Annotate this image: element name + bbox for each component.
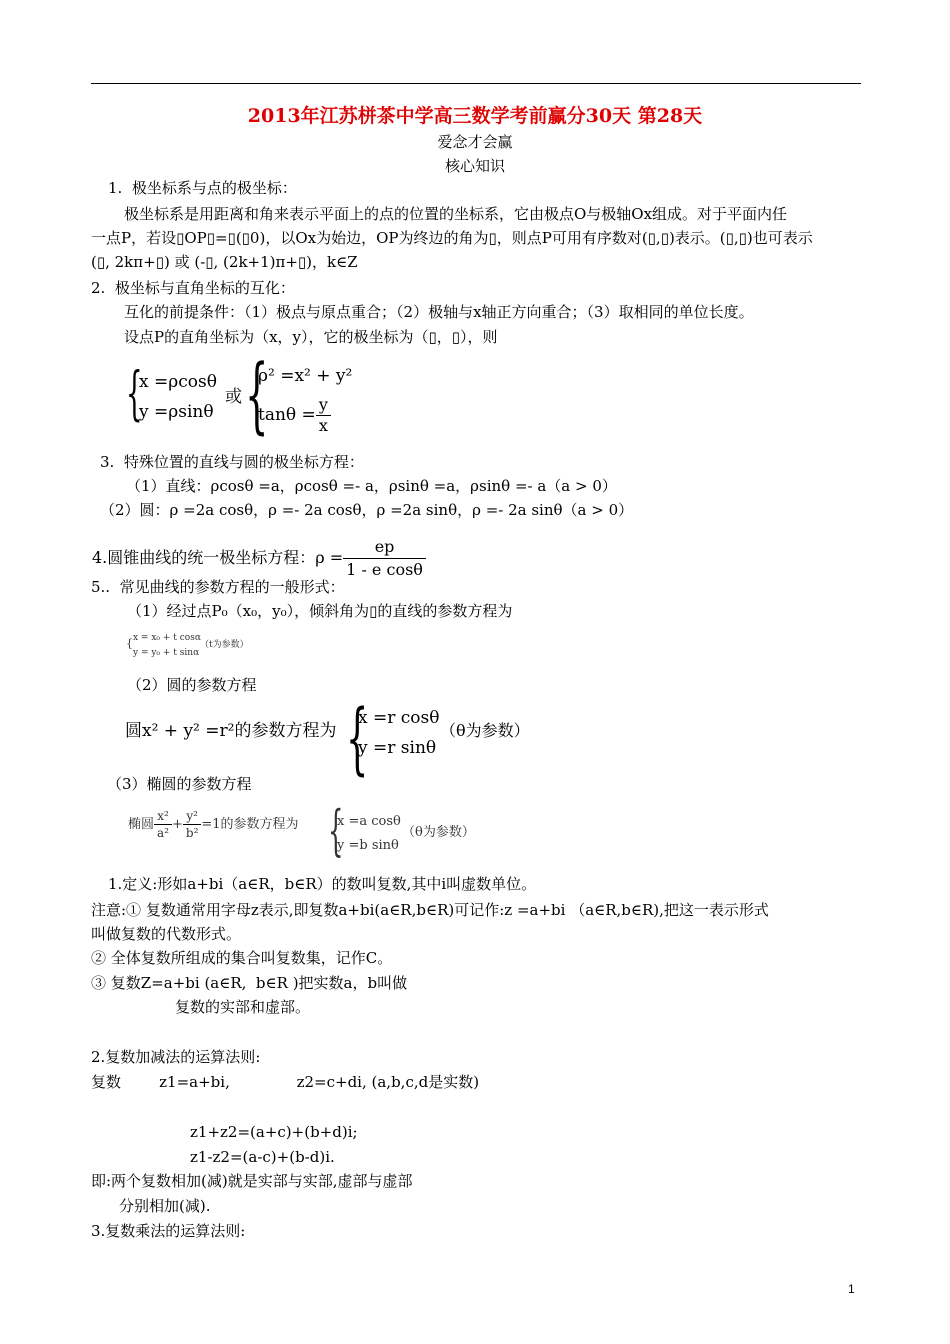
complex-definition-z: 复数 z1=a+bi, z2=c+di, (a,b,c,d是实数) [91, 1073, 480, 1091]
ellipse-param-y: y =b sinθ [337, 838, 399, 853]
ellipse-param-x: x =a cosθ [337, 814, 401, 829]
paragraph-line: 一点P，若设▯OP▯=▯(▯0)，以Ox为始边，OP为终边的角为▯，则点P可用有序数对(▯,▯)表示。(▯,▯)也可表示 [91, 229, 813, 247]
brace-symbol: { [126, 359, 143, 427]
ellipse-param-intro: 椭圆 $\frac{\text{x²}}{\text{a²}}$ + $\frac{\text{y²}}{\text{b²}}$ =1的参数方程为 [128, 809, 299, 840]
complex-note: 注意:① 复数通常用字母z表示,即复数a+bi(a∈R,b∈R)可记作:z =a+bi （a∈R,b∈R),把这一表示形式 [91, 901, 769, 919]
formula-sum: z1+z2=(a+c)+(b+d)i; [190, 1123, 358, 1141]
complex-note: 复数的实部和虚部。 [175, 998, 311, 1016]
line-param-x: x = x₀ + t cosα [133, 633, 201, 643]
heading-add-sub: 2.复数加减法的运算法则: [91, 1048, 261, 1066]
heading-polar-system: 1. 极坐标系与点的极坐标： [108, 179, 297, 197]
formula-rho-squared: ρ² =x² + y² [258, 366, 353, 386]
formula-difference: z1-z2=(a-c)+(b-d)i. [190, 1148, 335, 1166]
line-param-y: y = y₀ + t sinα [133, 648, 200, 658]
formula-y: y =ρsinθ [139, 402, 214, 422]
paragraph-line: （2）圆的参数方程 [127, 676, 257, 694]
formula-x: x =ρcosθ [139, 372, 217, 392]
complex-note: ③ 复数Z=a+bi (a∈R, b∈R )把实数a，b叫做 [91, 974, 408, 992]
page-subtitle: 爱念才会赢 [437, 133, 513, 151]
brace-symbol: { [328, 799, 344, 862]
circle-param-x: x =r cosθ [358, 708, 440, 728]
line-param-note: （t为参数） [200, 640, 249, 650]
paragraph-line: 极坐标系是用距离和角来表示平面上的点的位置的坐标系，它由极点O与极轴Ox组成。对于平面内任 [124, 205, 788, 223]
paragraph-line: (▯, 2kπ+▯) 或 (-▯, (2k+1)π+▯)，k∈Z [91, 253, 358, 271]
page-title: 2013年江苏栟茶中学高三数学考前赢分30天 第28天 [247, 105, 703, 127]
brace-symbol: { [245, 348, 269, 443]
complex-note: ② 全体复数所组成的集合叫复数集，记作C。 [91, 949, 393, 967]
complex-note: 叫做复数的代数形式。 [91, 925, 242, 943]
paragraph-line: 设点P的直角坐标为（x，y），它的极坐标为（▯，▯），则 [124, 328, 498, 346]
line-equations: （1）直线：ρcosθ =a，ρcosθ =- a，ρsinθ =a，ρsinθ =- a（a > 0） [126, 477, 617, 495]
or-text: 或 [225, 387, 242, 407]
ellipse-param-note: （θ为参数） [402, 825, 475, 840]
paragraph-line: （3）椭圆的参数方程 [107, 775, 252, 793]
page-number: 1 [848, 1282, 855, 1296]
heading-parametric: 5.. 常见曲线的参数方程的一般形式： [91, 578, 345, 596]
circle-param-intro: 圆x² + y² =r²的参数方程为 [125, 721, 337, 741]
conic-polar-equation: 4.圆锥曲线的统一极坐标方程：ρ = $\frac{ep}{\text{1 - e cosθ}}$ [92, 536, 426, 581]
heading-multiplication: 3.复数乘法的运算法则: [91, 1222, 246, 1240]
brace-symbol: { [126, 637, 133, 650]
formula-tan: tanθ = $\frac{y}{x}$ [258, 395, 331, 436]
explanation: 即:两个复数相加(减)就是实部与实部,虚部与虚部 [91, 1172, 413, 1190]
paragraph-line: （1）经过点P₀（x₀，y₀），倾斜角为▯的直线的参数方程为 [127, 602, 513, 620]
paragraph-line: 互化的前提条件：（1）极点与原点重合；（2）极轴与x轴正方向重合；（3）取相同的单位长度。 [124, 303, 754, 321]
explanation: 分别相加(减). [119, 1197, 211, 1215]
circle-param-y: y =r sinθ [358, 738, 437, 758]
brace-symbol: { [346, 694, 369, 784]
circle-equations: （2）圆：ρ =2a cosθ，ρ =- 2a cosθ，ρ =2a sinθ，ρ =- 2a sinθ（a > 0） [100, 501, 634, 519]
section-heading: 核心知识 [444, 157, 505, 175]
heading-special-equations: 3. 特殊位置的直线与圆的极坐标方程： [100, 453, 364, 471]
heading-conversion: 2. 极坐标与直角坐标的互化： [91, 279, 295, 297]
circle-param-note: （θ为参数） [440, 721, 530, 740]
complex-definition: 1.定义:形如a+bi（a∈R，b∈R）的数叫复数,其中i叫虚数单位。 [108, 875, 537, 893]
top-rule [91, 83, 861, 84]
